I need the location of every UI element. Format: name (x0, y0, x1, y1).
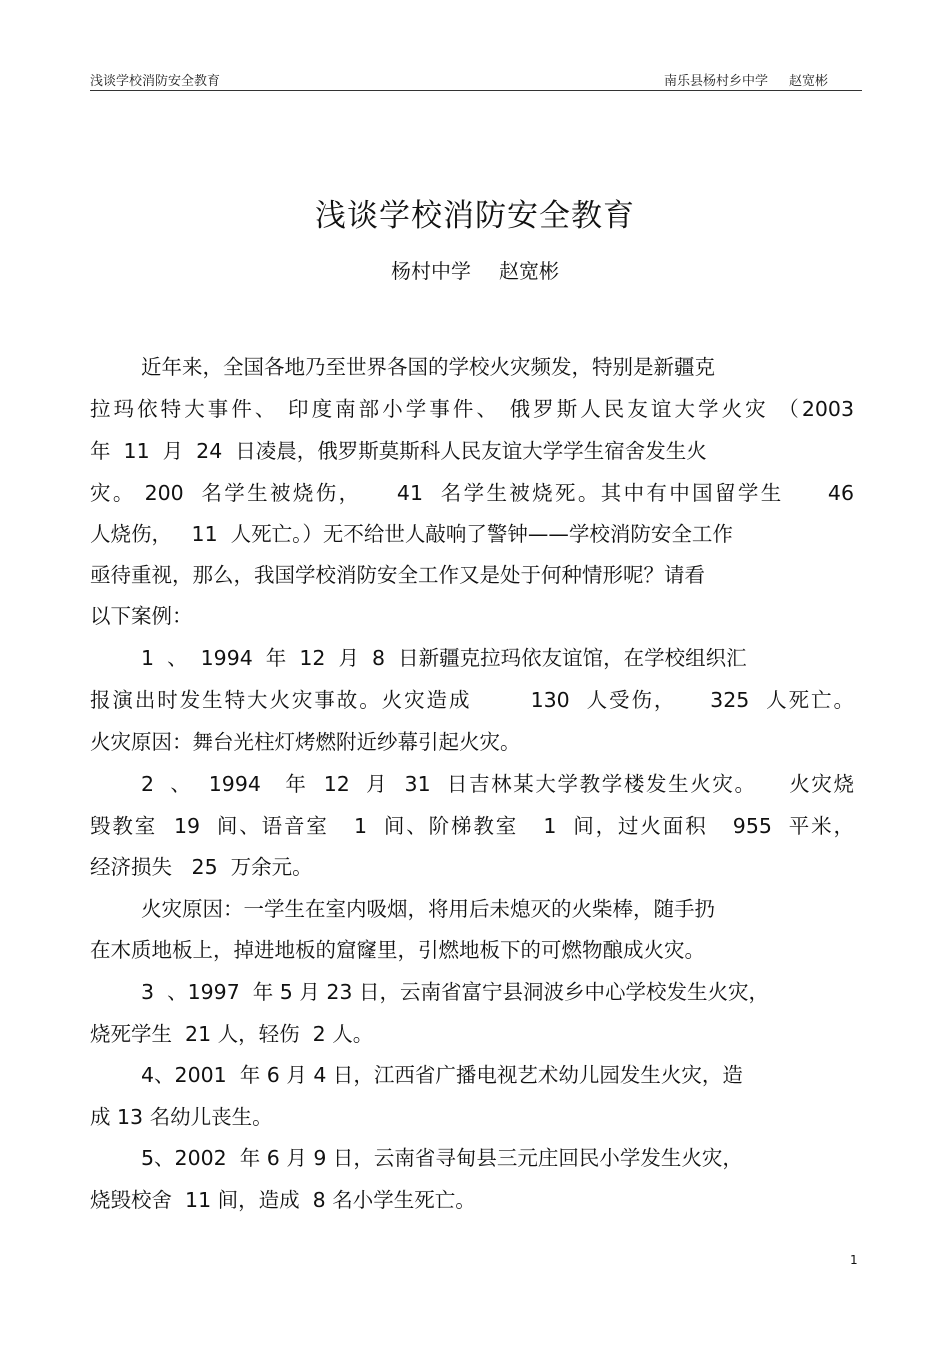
body-line: 成 13 名幼儿丧生。 (90, 1105, 273, 1129)
byline-school: 杨村中学 (391, 259, 471, 283)
body-line: 近年来，全国各地乃至世界各国的学校火灾频发，特别是新疆克 (141, 355, 715, 379)
page-number: 1 (850, 1253, 858, 1267)
body-line: 灾。 200 名学生被烧伤， 41 名学生被烧死。其中有中国留学生 46 (90, 481, 854, 505)
body-line: 3 、1997 年 5 月 23 日，云南省富宁县洞波乡中心学校发生火灾， (141, 980, 769, 1004)
document-title: 浅谈学校消防安全教育 (315, 198, 635, 234)
body-line: 2 、 1994 年 12 月 31 日吉林某大学教学楼发生火灾。 火灾烧 (141, 772, 854, 796)
page-header (90, 68, 862, 90)
body-line: 烧毁校舍 11 间，造成 8 名小学生死亡。 (90, 1188, 476, 1212)
header-author: 赵宽彬 (788, 74, 828, 89)
body-line: 拉玛依特大事件、 印度南部小学事件、 俄罗斯人民友谊大学火灾 （2003 (90, 397, 854, 421)
body-line: 毁教室 19 间、语音室 1 间、阶梯教室 1 间，过火面积 955 平米， (90, 814, 854, 838)
body-line: 经济损失 25 万余元。 (90, 855, 313, 879)
body-line: 火灾原因：舞台光柱灯烤燃附近纱幕引起火灾。 (90, 730, 521, 754)
body-line: 以下案例： (90, 604, 193, 628)
body-line: 5、2002 年 6 月 9 日，云南省寻甸县三元庄回民小学发生火灾， (141, 1146, 743, 1170)
body-line: 亟待重视，那么，我国学校消防安全工作又是处于何种情形呢？请看 (90, 563, 705, 587)
body-line: 报演出时发生特大火灾事故。火灾造成 130 人受伤， 325 人死亡。 (90, 688, 854, 712)
body-line: 1 、 1994 年 12 月 8 日新疆克拉玛依友谊馆，在学校组织汇 (141, 646, 747, 670)
header-school: 南乐县杨村乡中学 (663, 74, 768, 89)
byline-author: 赵宽彬 (499, 259, 559, 283)
body-line: 在木质地板上，掉进地板的窟窿里，引燃地板下的可燃物酿成火灾。 (90, 938, 705, 962)
body-line: 年 11 月 24 日凌晨，俄罗斯莫斯科人民友谊大学学生宿舍发生火 (90, 439, 707, 463)
body-line: 烧死学生 21 人，轻伤 2 人。 (90, 1022, 374, 1046)
body-line: 火灾原因：一学生在室内吸烟，将用后未熄灭的火柴棒，随手扔 (141, 897, 715, 921)
byline (0, 255, 950, 284)
header-rule (90, 90, 862, 91)
body-line: 4、2001 年 6 月 4 日，江西省广播电视艺术幼儿园发生火灾，造 (141, 1063, 743, 1087)
body-line: 人烧伤， 11 人死亡。）无不给世人敲响了警钟——学校消防安全工作 (90, 522, 733, 546)
header-title: 浅谈学校消防安全教育 (90, 74, 221, 89)
